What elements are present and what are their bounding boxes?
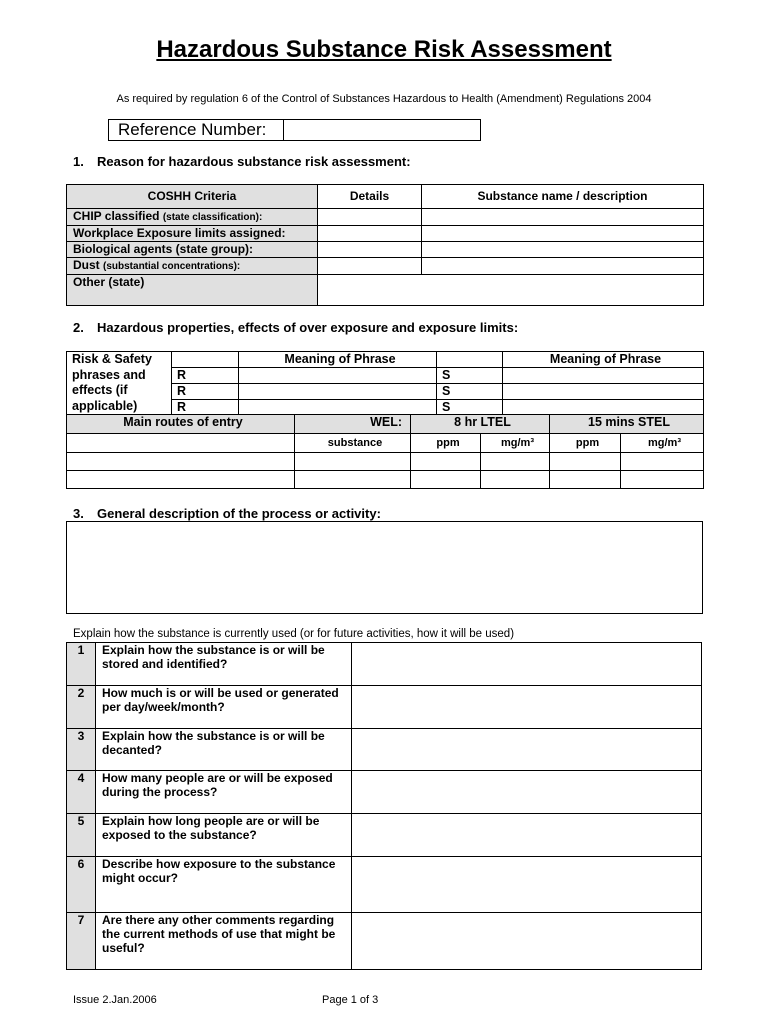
stel-mgm3-cell[interactable] — [621, 471, 704, 489]
regulation-subtitle: As required by regulation 6 of the Control of Substances Hazardous to Health (Amendment) Regulations 2004 — [116, 93, 652, 105]
exposure-limits-table — [66, 414, 704, 489]
substance-cell[interactable] — [422, 226, 704, 242]
usage-questions-table — [66, 642, 702, 970]
phrase-code-cell[interactable] — [437, 352, 503, 368]
substance-subheader: substance — [295, 434, 411, 453]
question-number: 2 — [67, 686, 96, 729]
reference-number-label: Reference Number: — [109, 120, 284, 140]
details-cell[interactable] — [318, 226, 422, 242]
other-details-cell[interactable] — [318, 275, 704, 306]
answer-cell[interactable] — [352, 857, 702, 913]
rs-phrases-label: Risk & Safety phrases and effects (if applicable) — [67, 352, 172, 416]
meaning-header-1: Meaning of Phrase — [239, 352, 437, 368]
document-title: Hazardous Substance Risk Assessment — [156, 36, 612, 63]
question-text: Explain how long people are or will be exposed to the substance? — [96, 814, 352, 857]
reference-number-box — [108, 119, 481, 141]
substance-cell[interactable] — [422, 258, 704, 275]
process-description-box[interactable] — [66, 521, 703, 614]
s-meaning-cell[interactable] — [503, 368, 704, 384]
ltel-mgm3-cell[interactable] — [481, 471, 550, 489]
answer-cell[interactable] — [352, 913, 702, 970]
ltel-mgm3-subheader: mg/m³ — [481, 434, 550, 453]
r-meaning-cell[interactable] — [239, 384, 437, 400]
s-phrase-label: S — [437, 400, 503, 416]
criteria-other: Other (state) — [67, 275, 318, 306]
ltel-ppm-cell[interactable] — [411, 471, 481, 489]
header-substance-name: Substance name / description — [422, 185, 704, 209]
route-cell[interactable] — [67, 471, 295, 489]
answer-cell[interactable] — [352, 643, 702, 686]
s-phrase-label: S — [437, 384, 503, 400]
ltel-mgm3-cell[interactable] — [481, 453, 550, 471]
r-meaning-cell[interactable] — [239, 368, 437, 384]
ltel-header: 8 hr LTEL — [411, 415, 550, 434]
section-1-heading: 1. Reason for hazardous substance risk assessment: — [73, 154, 411, 169]
route-cell[interactable] — [67, 434, 295, 453]
header-coshh-criteria: COSHH Criteria — [67, 185, 318, 209]
question-text: How many people are or will be exposed during the process? — [96, 771, 352, 814]
question-number: 1 — [67, 643, 96, 686]
stel-ppm-cell[interactable] — [550, 453, 621, 471]
answer-cell[interactable] — [352, 686, 702, 729]
main-routes-of-entry-header: Main routes of entry — [67, 415, 295, 434]
section-2-heading: 2. Hazardous properties, effects of over exposure and exposure limits: — [73, 320, 519, 335]
meaning-header-2: Meaning of Phrase — [503, 352, 704, 368]
criteria-workplace-exposure-limits: Workplace Exposure limits assigned: — [67, 226, 318, 242]
details-cell[interactable] — [318, 258, 422, 275]
phrase-code-cell[interactable] — [172, 352, 239, 368]
stel-header: 15 mins STEL — [550, 415, 704, 434]
substance-cell[interactable] — [422, 242, 704, 258]
substance-cell[interactable] — [295, 453, 411, 471]
substance-cell[interactable] — [295, 471, 411, 489]
question-text: Explain how the substance is or will be stored and identified? — [96, 643, 352, 686]
r-phrase-label: R — [172, 368, 239, 384]
question-number: 6 — [67, 857, 96, 913]
stel-ppm-subheader: ppm — [550, 434, 621, 453]
question-number: 3 — [67, 729, 96, 771]
rs-phrases-table — [66, 351, 704, 416]
question-text: Explain how the substance is or will be decanted? — [96, 729, 352, 771]
r-phrase-label: R — [172, 384, 239, 400]
question-text: Are there any other comments regarding the current methods of use that might be useful? — [96, 913, 352, 970]
stel-ppm-cell[interactable] — [550, 471, 621, 489]
answer-cell[interactable] — [352, 814, 702, 857]
footer-page-number: Page 1 of 3 — [322, 994, 379, 1006]
question-number: 4 — [67, 771, 96, 814]
details-cell[interactable] — [318, 242, 422, 258]
question-number: 7 — [67, 913, 96, 970]
criteria-chip-classified: CHIP classified (state classification): — [67, 209, 318, 226]
criteria-dust: Dust (substantial concentrations): — [67, 258, 318, 275]
question-text: Describe how exposure to the substance might occur? — [96, 857, 352, 913]
criteria-biological-agents: Biological agents (state group): — [67, 242, 318, 258]
stel-mgm3-subheader: mg/m³ — [621, 434, 704, 453]
reference-number-field[interactable] — [284, 120, 480, 140]
section-3-heading: 3. General description of the process or activity: — [73, 506, 381, 521]
usage-explanation-text: Explain how the substance is currently used (or for future activities, how it will be used) — [73, 628, 515, 640]
details-cell[interactable] — [318, 209, 422, 226]
r-phrase-label: R — [172, 400, 239, 416]
wel-header: WEL: — [295, 415, 411, 434]
answer-cell[interactable] — [352, 771, 702, 814]
stel-mgm3-cell[interactable] — [621, 453, 704, 471]
coshh-criteria-table — [66, 184, 704, 306]
substance-cell[interactable] — [422, 209, 704, 226]
question-text: How much is or will be used or generated per day/week/month? — [96, 686, 352, 729]
answer-cell[interactable] — [352, 729, 702, 771]
header-details: Details — [318, 185, 422, 209]
footer-issue: Issue 2.Jan.2006 — [73, 994, 157, 1006]
question-number: 5 — [67, 814, 96, 857]
s-phrase-label: S — [437, 368, 503, 384]
ltel-ppm-subheader: ppm — [411, 434, 481, 453]
ltel-ppm-cell[interactable] — [411, 453, 481, 471]
route-cell[interactable] — [67, 453, 295, 471]
s-meaning-cell[interactable] — [503, 384, 704, 400]
